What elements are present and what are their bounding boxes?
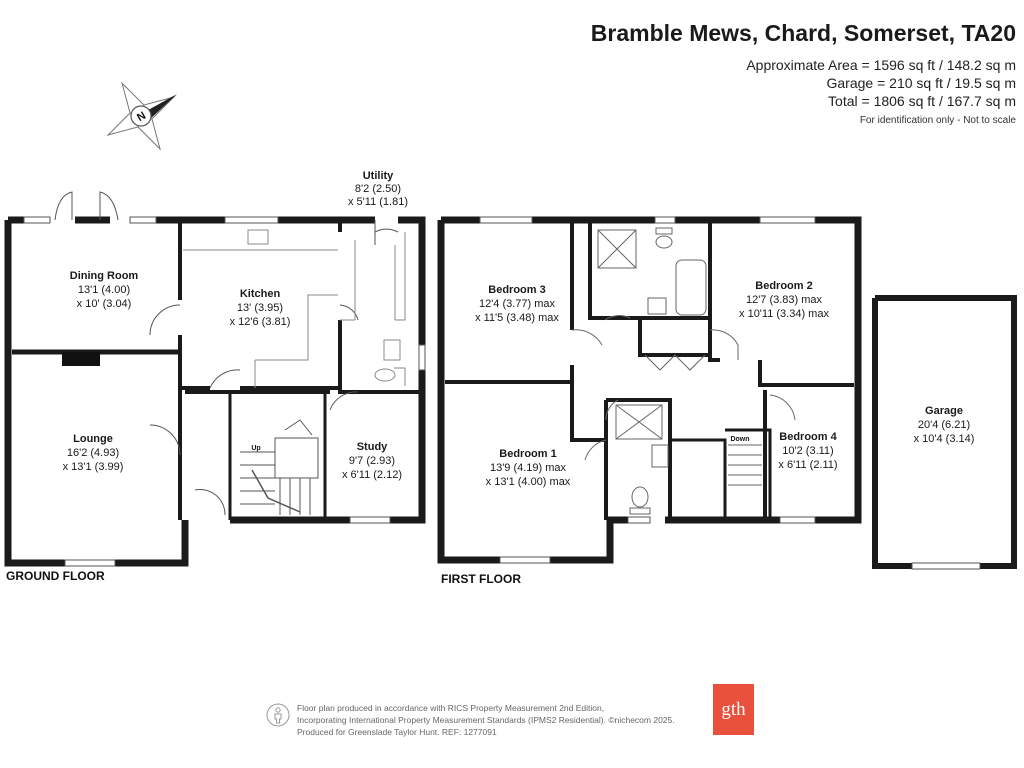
room-bedroom-4 xyxy=(778,431,837,471)
garage-plan xyxy=(875,298,1014,566)
bedroom-4-dim1: 10'2 (3.11) xyxy=(782,445,834,457)
utility-name: Utility xyxy=(362,170,394,182)
room-bedroom-1 xyxy=(486,448,571,488)
bedroom-3-dim1: 12'4 (3.77) max xyxy=(478,298,556,310)
utility-dim1: 8'2 (2.50) xyxy=(354,183,402,195)
bedroom-1-name: Bedroom 1 xyxy=(499,448,557,460)
bedroom-1-dim2: x 13'1 (4.00) max xyxy=(485,476,571,488)
bedroom-2-name: Bedroom 2 xyxy=(755,280,813,292)
disclaimer-note: For identification only - Not to scale xyxy=(859,115,1016,126)
study-name: Study xyxy=(356,441,388,453)
kitchen-dim1: 13' (3.95) xyxy=(236,302,284,314)
bedroom-3-dim2: x 11'5 (3.48) max xyxy=(475,312,559,324)
utility-dim2: x 5'11 (1.81) xyxy=(348,196,408,208)
study-dim1: 9'7 (2.93) xyxy=(348,455,396,467)
room-lounge xyxy=(63,433,124,473)
room-study xyxy=(342,441,402,481)
bedroom-3-name: Bedroom 3 xyxy=(488,284,546,296)
bedroom-2-dim2: x 10'11 (3.34) max xyxy=(739,308,829,320)
room-dining xyxy=(70,270,139,310)
room-bedroom-2 xyxy=(739,280,829,320)
footer-line-3: Produced for Greenslade Taylor Hunt. REF: 1277091 xyxy=(297,727,497,737)
bedroom-4-dim2: x 6'11 (2.11) xyxy=(778,459,838,471)
ground-floor-label: GROUND FLOOR xyxy=(6,569,105,583)
garage-name: Garage xyxy=(925,405,963,417)
kitchen-dim2: x 12'6 (3.81) xyxy=(229,316,291,328)
footer-line-1: Floor plan produced in accordance with RICS Property Measurement 2nd Edition, xyxy=(297,703,605,713)
stairs-up-label: Up xyxy=(251,445,261,452)
lounge-name: Lounge xyxy=(73,433,113,445)
lounge-dim1: 16'2 (4.93) xyxy=(66,447,120,459)
total-area: Total = 1806 sq ft / 167.7 sq m xyxy=(828,93,1016,109)
bedroom-1-dim1: 13'9 (4.19) max xyxy=(489,462,567,474)
room-utility xyxy=(348,170,408,208)
first-floor-label: FIRST FLOOR xyxy=(441,572,521,586)
room-kitchen xyxy=(230,288,291,328)
compass-label: N xyxy=(135,109,148,125)
compass-icon xyxy=(104,79,178,153)
footer-line-2: Incorporating International Property Measurement Standards (IPMS2 Residential). ©nichecom 2025. xyxy=(297,715,675,725)
page-title: Bramble Mews, Chard, Somerset, TA20 xyxy=(590,20,1016,46)
lounge-dim2: x 13'1 (3.99) xyxy=(62,461,124,473)
bedroom-2-dim1: 12'7 (3.83) max xyxy=(745,294,823,306)
dining-room-dim1: 13'1 (4.00) xyxy=(77,284,131,296)
kitchen-name: Kitchen xyxy=(239,288,281,300)
fireplace xyxy=(62,352,100,366)
stairs-down-label: Down xyxy=(730,436,750,443)
room-bedroom-3 xyxy=(475,284,559,324)
person-icon xyxy=(266,703,290,727)
garage-dim1: 20'4 (6.21) xyxy=(917,419,971,431)
garage-dim2: x 10'4 (3.14) xyxy=(913,433,975,445)
dining-room-name: Dining Room xyxy=(69,270,139,282)
footer-text xyxy=(297,702,675,738)
study-dim2: x 6'11 (2.12) xyxy=(342,469,402,481)
gth-logo: gth xyxy=(713,684,754,735)
bedroom-4-name: Bedroom 4 xyxy=(779,431,837,443)
approx-area: Approximate Area = 1596 sq ft / 148.2 sq m xyxy=(746,57,1016,73)
room-garage xyxy=(914,405,975,445)
dining-room-dim2: x 10' (3.04) xyxy=(76,298,132,310)
garage-area: Garage = 210 sq ft / 19.5 sq m xyxy=(826,75,1016,91)
